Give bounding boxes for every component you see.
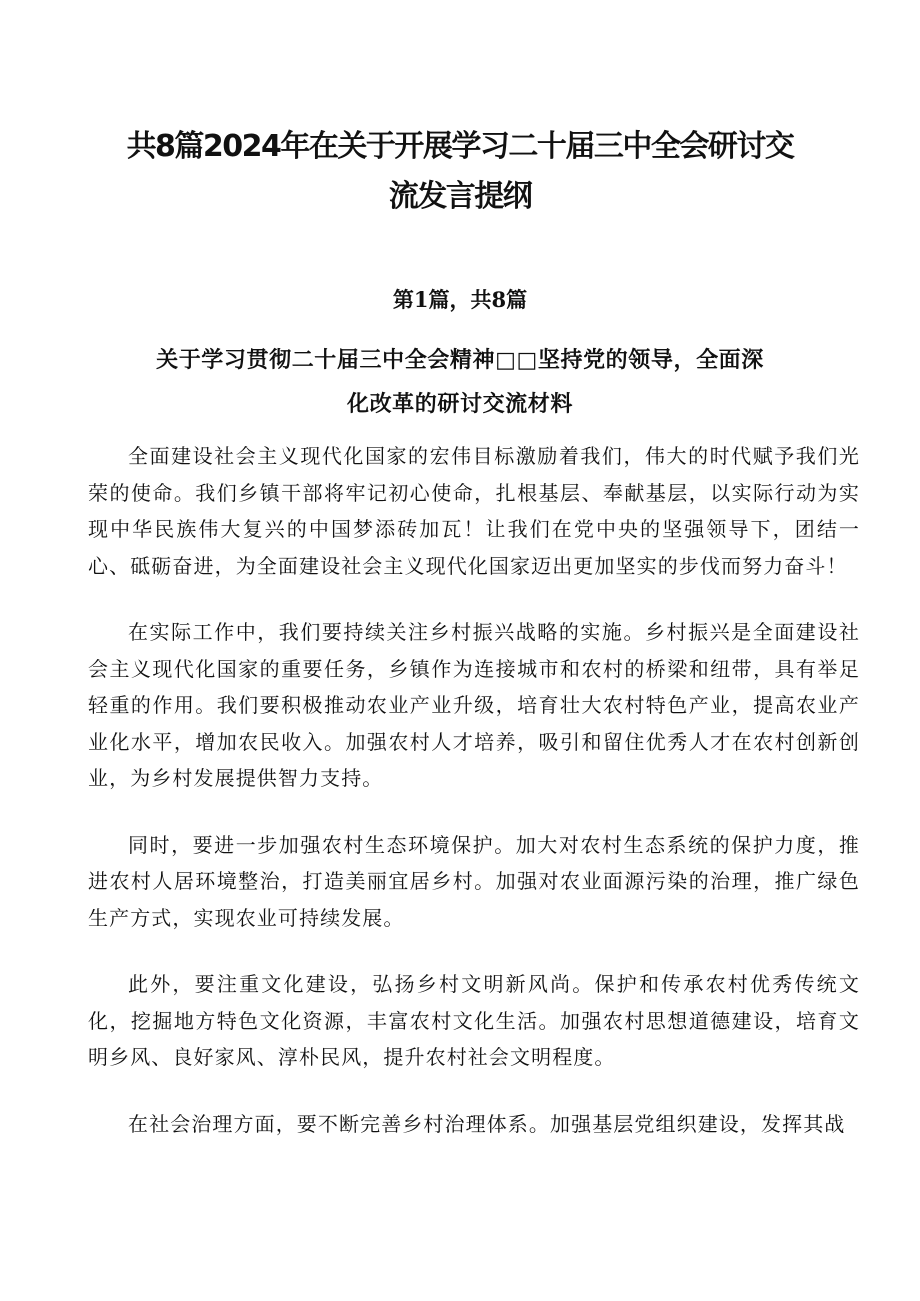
paragraph-1: 全面建设社会主义现代化国家的宏伟目标激励着我们，伟大的时代赋予我们光荣的使命。我们乡镇干部将牢记初心使命，扎根基层、奉献基层，以实际行动为实现中华民族伟大复兴的中国梦添砖加瓦！让我们在党中央的坚强领导下，团结一心、砥砺奋进，为全面建设社会主义现代化国家迈出更加坚实的步伐而努力奋斗！ — [88, 444, 860, 578]
paragraph-2: 在实际工作中，我们要持续关注乡村振兴战略的实施。乡村振兴是全面建设社会主义现代化国家的重要任务，乡镇作为连接城市和农村的桥梁和纽带，具有举足轻重的作用。我们要积极推动农业产业升级，培育壮大农村特色产业，提高农业产业化水平，增加农民收入。加强农村人才培养，吸引和留住优秀人才在农村创新创业，为乡村发展提供智力支持。 — [88, 620, 860, 790]
article-body — [88, 438, 860, 1172]
article-title-line-1: 关于学习贯彻二十届三中全会精神□□坚持党的领导，全面深 — [156, 347, 764, 373]
paragraph-4: 此外，要注重文化建设，弘扬乡村文明新风尚。保护和传承农村优秀传统文化，挖掘地方特色文化资源，丰富农村文化生活。加强农村思想道德建设，培育文明乡风、良好家风、淳朴民风，提升农村社会文明程度。 — [88, 972, 860, 1069]
paragraph-5: 在社会治理方面，要不断完善乡村治理体系。加强基层党组织建设，发挥其战 — [128, 1111, 846, 1136]
paragraph-3: 同时，要进一步加强农村生态环境保护。加大对农村生态系统的保护力度，推进农村人居环境整治，打造美丽宜居乡村。加强对农业面源污染的治理，推广绿色生产方式，实现农业可持续发展。 — [88, 832, 860, 930]
document-title — [110, 122, 810, 222]
document-title-line-2: 流发言提纲 — [388, 179, 532, 214]
part-label: 第1篇，共8篇 — [392, 287, 528, 312]
article-title — [100, 338, 820, 426]
document-title-line-1: 共8篇2024年在关于开展学习二十届三中全会研讨交 — [126, 129, 794, 164]
article-title-line-2: 化改革的研讨交流材料 — [346, 391, 573, 417]
